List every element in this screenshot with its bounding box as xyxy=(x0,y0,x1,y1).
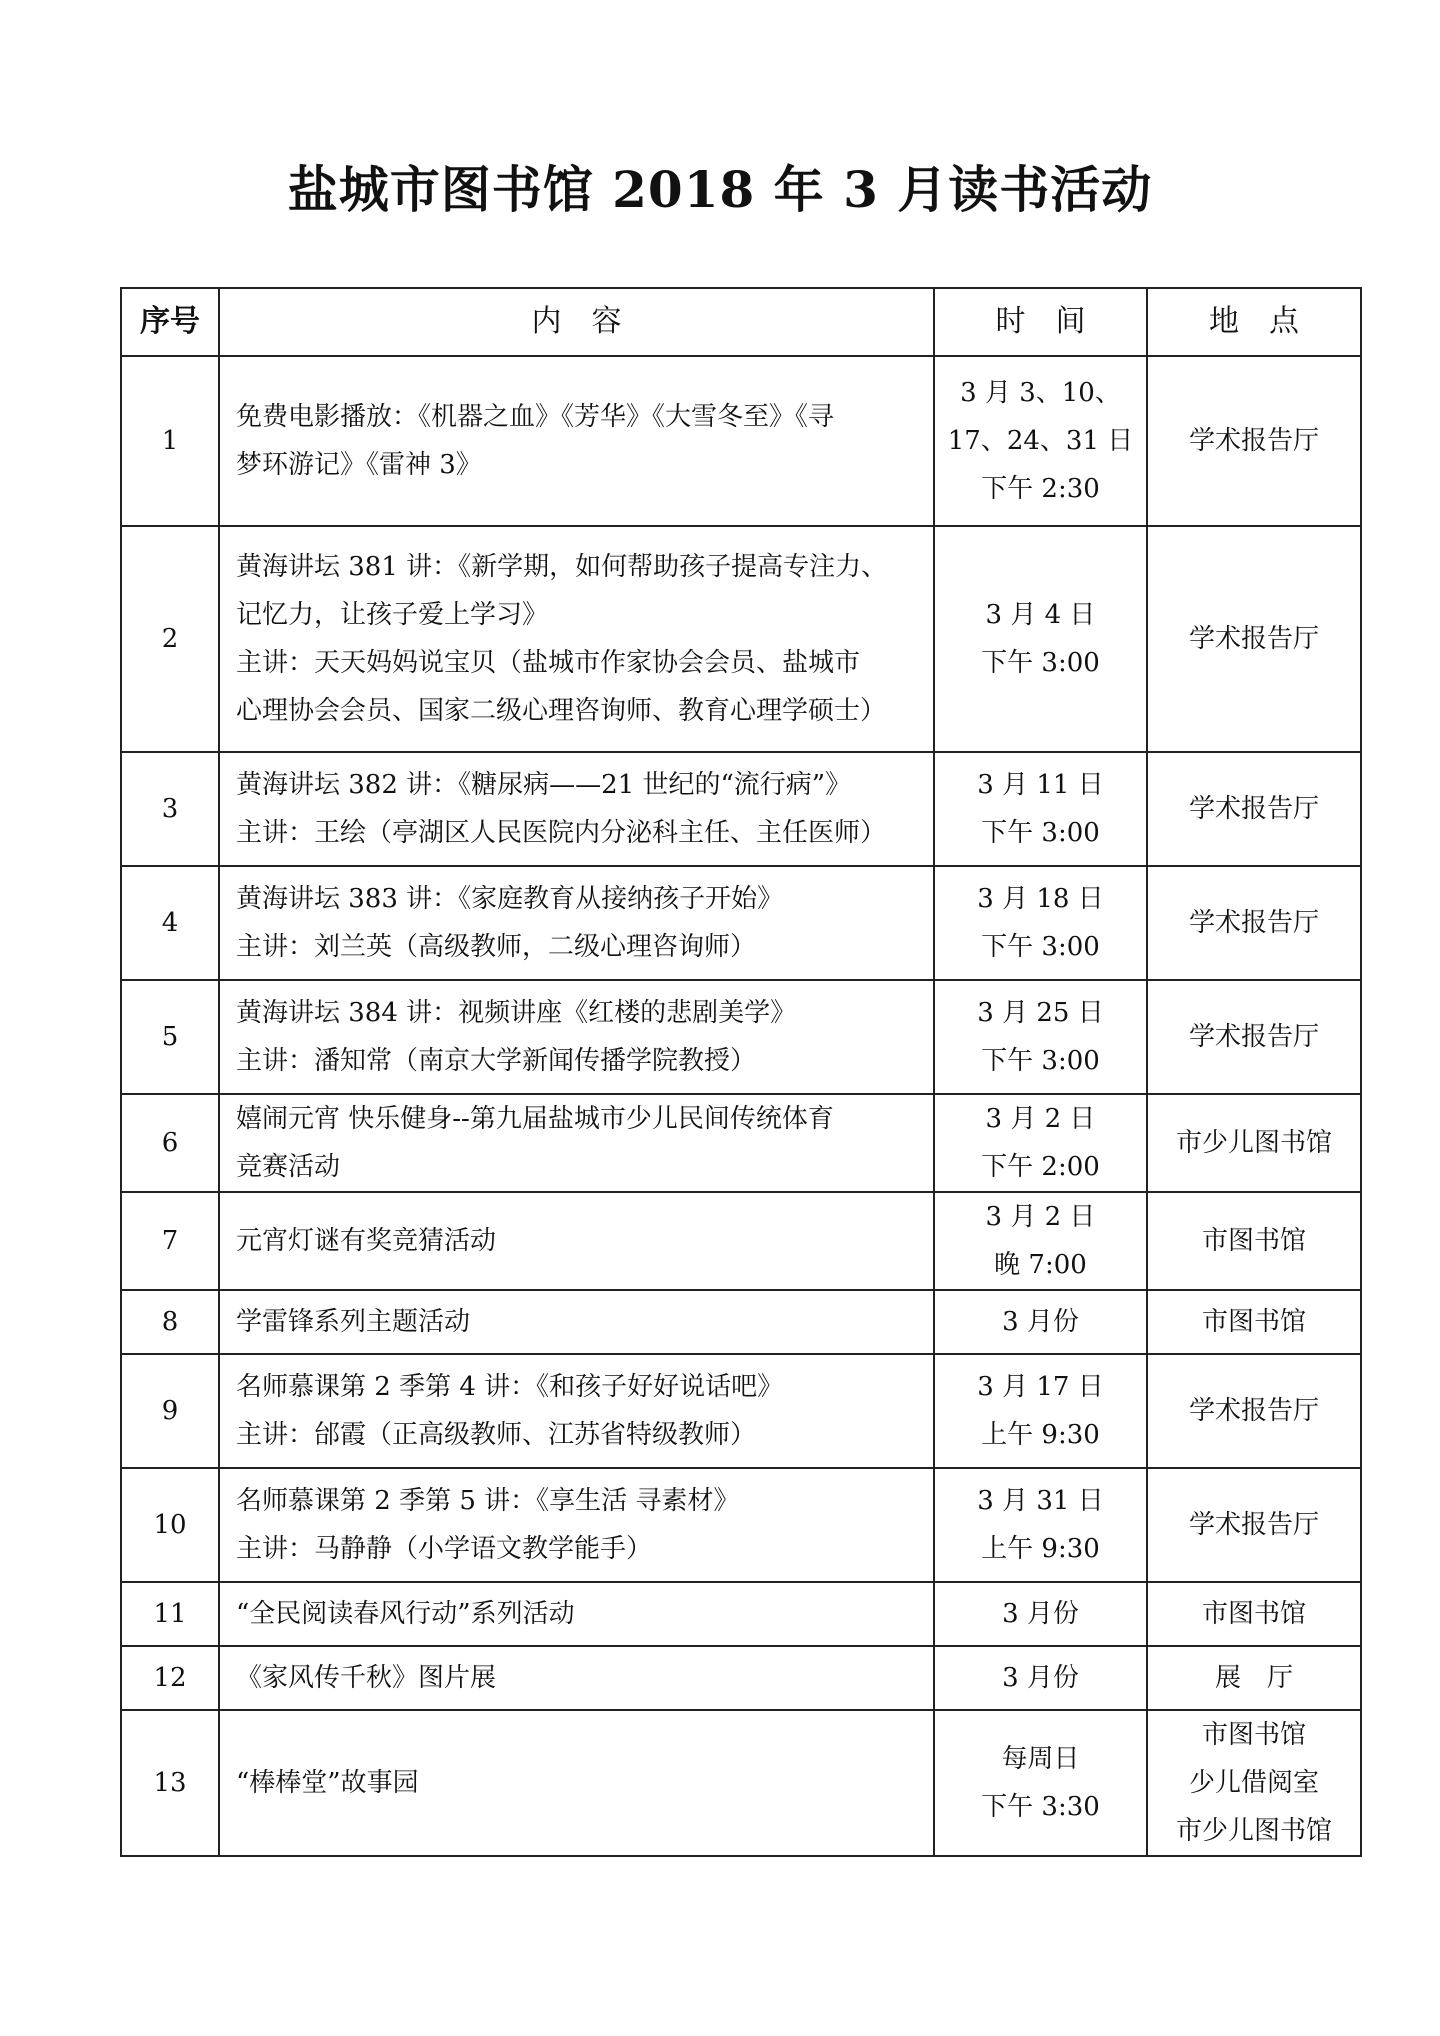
activity-time-line: 3 月 31 日 xyxy=(977,1486,1104,1516)
row-number: 6 xyxy=(121,1094,219,1192)
activity-content-line: 黄海讲坛 382 讲：《糖尿病——21 世纪的“流行病”》 xyxy=(236,770,852,800)
header-content: 内 容 xyxy=(219,288,934,356)
activity-time-line: 3 月份 xyxy=(1002,1663,1079,1693)
table-header-row xyxy=(121,288,1361,356)
activity-time xyxy=(934,866,1147,980)
activity-content-line: 主讲：马静静（小学语文教学能手） xyxy=(236,1534,653,1564)
activity-time-line: 3 月 3、10、 xyxy=(960,378,1121,408)
activity-place xyxy=(1147,1354,1361,1468)
activity-time xyxy=(934,980,1147,1094)
header-time: 时 间 xyxy=(934,288,1147,356)
activity-place-line: 市图书馆 xyxy=(1201,1307,1306,1337)
table-row xyxy=(121,752,1361,866)
table-body xyxy=(121,356,1361,1856)
row-number: 12 xyxy=(121,1646,219,1710)
activity-content-line: 免费电影播放：《机器之血》《芳华》《大雪冬至》《寻 xyxy=(236,402,835,432)
table-row xyxy=(121,356,1361,526)
activity-content-line: 学雷锋系列主题活动 xyxy=(236,1307,471,1337)
table-row xyxy=(121,1094,1361,1192)
activity-place xyxy=(1147,1710,1361,1856)
activity-time-line: 上午 9:30 xyxy=(981,1534,1100,1564)
table-row xyxy=(121,1290,1361,1354)
activity-content-line: 名师慕课第 2 季第 4 讲：《和孩子好好说话吧》 xyxy=(236,1372,784,1402)
table-row xyxy=(121,1710,1361,1856)
activity-place-line: 市少儿图书馆 xyxy=(1175,1816,1332,1846)
activity-time xyxy=(934,752,1147,866)
table-row xyxy=(121,1468,1361,1582)
table-row xyxy=(121,1582,1361,1646)
activity-content-line: 梦环游记》《雷神 3》 xyxy=(236,450,482,480)
activity-content xyxy=(219,1646,934,1710)
activity-content-line: 名师慕课第 2 季第 5 讲：《享生活 寻素材》 xyxy=(236,1486,740,1516)
activity-place-line: 学术报告厅 xyxy=(1188,794,1319,824)
activity-time xyxy=(934,356,1147,526)
activity-content-line: 黄海讲坛 384 讲：视频讲座《红楼的悲剧美学》 xyxy=(236,998,797,1028)
activity-content xyxy=(219,752,934,866)
activity-content xyxy=(219,980,934,1094)
activity-place-line: 学术报告厅 xyxy=(1188,624,1319,654)
activity-content xyxy=(219,1354,934,1468)
activity-content-line: 主讲：天天妈妈说宝贝（盐城市作家协会会员、盐城市 xyxy=(236,648,861,678)
row-number: 9 xyxy=(121,1354,219,1468)
activity-content xyxy=(219,1290,934,1354)
activity-schedule-table xyxy=(120,287,1362,1857)
activity-place xyxy=(1147,1094,1361,1192)
row-number: 10 xyxy=(121,1468,219,1582)
activity-time-line: 3 月 18 日 xyxy=(977,884,1104,914)
activity-content-line: 黄海讲坛 381 讲：《新学期，如何帮助孩子提高专注力、 xyxy=(236,552,888,582)
activity-time-line: 下午 3:00 xyxy=(981,648,1100,678)
activity-time xyxy=(934,1646,1147,1710)
activity-time-line: 下午 3:00 xyxy=(981,1046,1100,1076)
activity-content-line: 元宵灯谜有奖竞猜活动 xyxy=(236,1226,497,1256)
header-place: 地 点 xyxy=(1147,288,1361,356)
activity-content-line: “棒棒堂”故事园 xyxy=(236,1768,419,1798)
activity-time-line: 3 月 11 日 xyxy=(977,770,1104,800)
activity-time-line: 下午 2:00 xyxy=(981,1152,1100,1182)
activity-place-line: 少儿借阅室 xyxy=(1188,1768,1319,1798)
activity-content xyxy=(219,356,934,526)
activity-content-line: 主讲：王绘（亭湖区人民医院内分泌科主任、主任医师） xyxy=(236,818,887,848)
activity-place-line: 学术报告厅 xyxy=(1188,426,1319,456)
activity-time xyxy=(934,1710,1147,1856)
row-number: 8 xyxy=(121,1290,219,1354)
activity-place-line: 学术报告厅 xyxy=(1188,1022,1319,1052)
activity-place xyxy=(1147,356,1361,526)
row-number: 7 xyxy=(121,1192,219,1290)
activity-time xyxy=(934,1290,1147,1354)
activity-content xyxy=(219,1468,934,1582)
activity-place xyxy=(1147,1468,1361,1582)
activity-place xyxy=(1147,866,1361,980)
activity-time xyxy=(934,1354,1147,1468)
activity-place xyxy=(1147,752,1361,866)
activity-place xyxy=(1147,1290,1361,1354)
activity-content xyxy=(219,1192,934,1290)
activity-time xyxy=(934,1468,1147,1582)
activity-time xyxy=(934,1094,1147,1192)
table-row xyxy=(121,1646,1361,1710)
table-row xyxy=(121,866,1361,980)
activity-content-line: 《家风传千秋》图片展 xyxy=(236,1663,497,1693)
activity-place-line: 市图书馆 xyxy=(1201,1226,1306,1256)
row-number: 13 xyxy=(121,1710,219,1856)
table-row xyxy=(121,1354,1361,1468)
activity-time-line: 晚 7:00 xyxy=(994,1250,1087,1280)
activity-place-line: 市图书馆 xyxy=(1201,1599,1306,1629)
activity-time-line: 3 月 2 日 xyxy=(985,1104,1096,1134)
activity-place-line: 展 厅 xyxy=(1214,1663,1293,1693)
activity-place xyxy=(1147,1192,1361,1290)
row-number: 5 xyxy=(121,980,219,1094)
activity-time-line: 3 月份 xyxy=(1002,1599,1079,1629)
table-row xyxy=(121,1192,1361,1290)
activity-content xyxy=(219,1582,934,1646)
activity-place xyxy=(1147,980,1361,1094)
activity-time xyxy=(934,1192,1147,1290)
activity-time-line: 3 月 25 日 xyxy=(977,998,1104,1028)
activity-place-line: 市少儿图书馆 xyxy=(1175,1128,1332,1158)
activity-content xyxy=(219,1710,934,1856)
activity-time-line: 上午 9:30 xyxy=(981,1420,1100,1450)
activity-time-line: 3 月 17 日 xyxy=(977,1372,1104,1402)
activity-time-line: 3 月 4 日 xyxy=(985,600,1096,630)
activity-time-line: 每周日 xyxy=(1001,1744,1080,1774)
header-no: 序号 xyxy=(121,288,219,356)
activity-place-line: 学术报告厅 xyxy=(1188,908,1319,938)
activity-content-line: “全民阅读春风行动”系列活动 xyxy=(236,1599,575,1629)
table-row xyxy=(121,526,1361,752)
activity-content-line: 黄海讲坛 383 讲：《家庭教育从接纳孩子开始》 xyxy=(236,884,784,914)
table-row xyxy=(121,980,1361,1094)
row-number: 4 xyxy=(121,866,219,980)
activity-place xyxy=(1147,526,1361,752)
activity-time-line: 下午 2:30 xyxy=(981,474,1100,504)
activity-time-line: 17、24、31 日 xyxy=(947,426,1134,456)
activity-place-line: 学术报告厅 xyxy=(1188,1396,1319,1426)
activity-content-line: 记忆力，让孩子爱上学习》 xyxy=(236,600,549,630)
activity-time xyxy=(934,526,1147,752)
activity-content-line: 心理协会会员、国家二级心理咨询师、教育心理学硕士） xyxy=(236,696,887,726)
activity-content-line: 竞赛活动 xyxy=(236,1152,341,1182)
activity-time-line: 下午 3:30 xyxy=(981,1792,1100,1822)
activity-place xyxy=(1147,1582,1361,1646)
activity-content xyxy=(219,1094,934,1192)
activity-time-line: 下午 3:00 xyxy=(981,932,1100,962)
page-title: 盐城市图书馆 2018 年 3 月读书活动 xyxy=(287,160,1153,219)
activity-content-line: 嬉闹元宵 快乐健身--第九届盐城市少儿民间传统体育 xyxy=(236,1104,834,1134)
activity-content xyxy=(219,866,934,980)
activity-content xyxy=(219,526,934,752)
activity-content-line: 主讲：邰霞（正高级教师、江苏省特级教师） xyxy=(236,1420,757,1450)
row-number: 3 xyxy=(121,752,219,866)
activity-time xyxy=(934,1582,1147,1646)
activity-content-line: 主讲：潘知常（南京大学新闻传播学院教授） xyxy=(236,1046,757,1076)
row-number: 2 xyxy=(121,526,219,752)
activity-time-line: 下午 3:00 xyxy=(981,818,1100,848)
activity-place xyxy=(1147,1646,1361,1710)
activity-place-line: 市图书馆 xyxy=(1201,1720,1306,1750)
activity-time-line: 3 月份 xyxy=(1002,1307,1079,1337)
activity-content-line: 主讲：刘兰英（高级教师，二级心理咨询师） xyxy=(236,932,757,962)
row-number: 1 xyxy=(121,356,219,526)
activity-place-line: 学术报告厅 xyxy=(1188,1510,1319,1540)
row-number: 11 xyxy=(121,1582,219,1646)
activity-time-line: 3 月 2 日 xyxy=(985,1202,1096,1232)
